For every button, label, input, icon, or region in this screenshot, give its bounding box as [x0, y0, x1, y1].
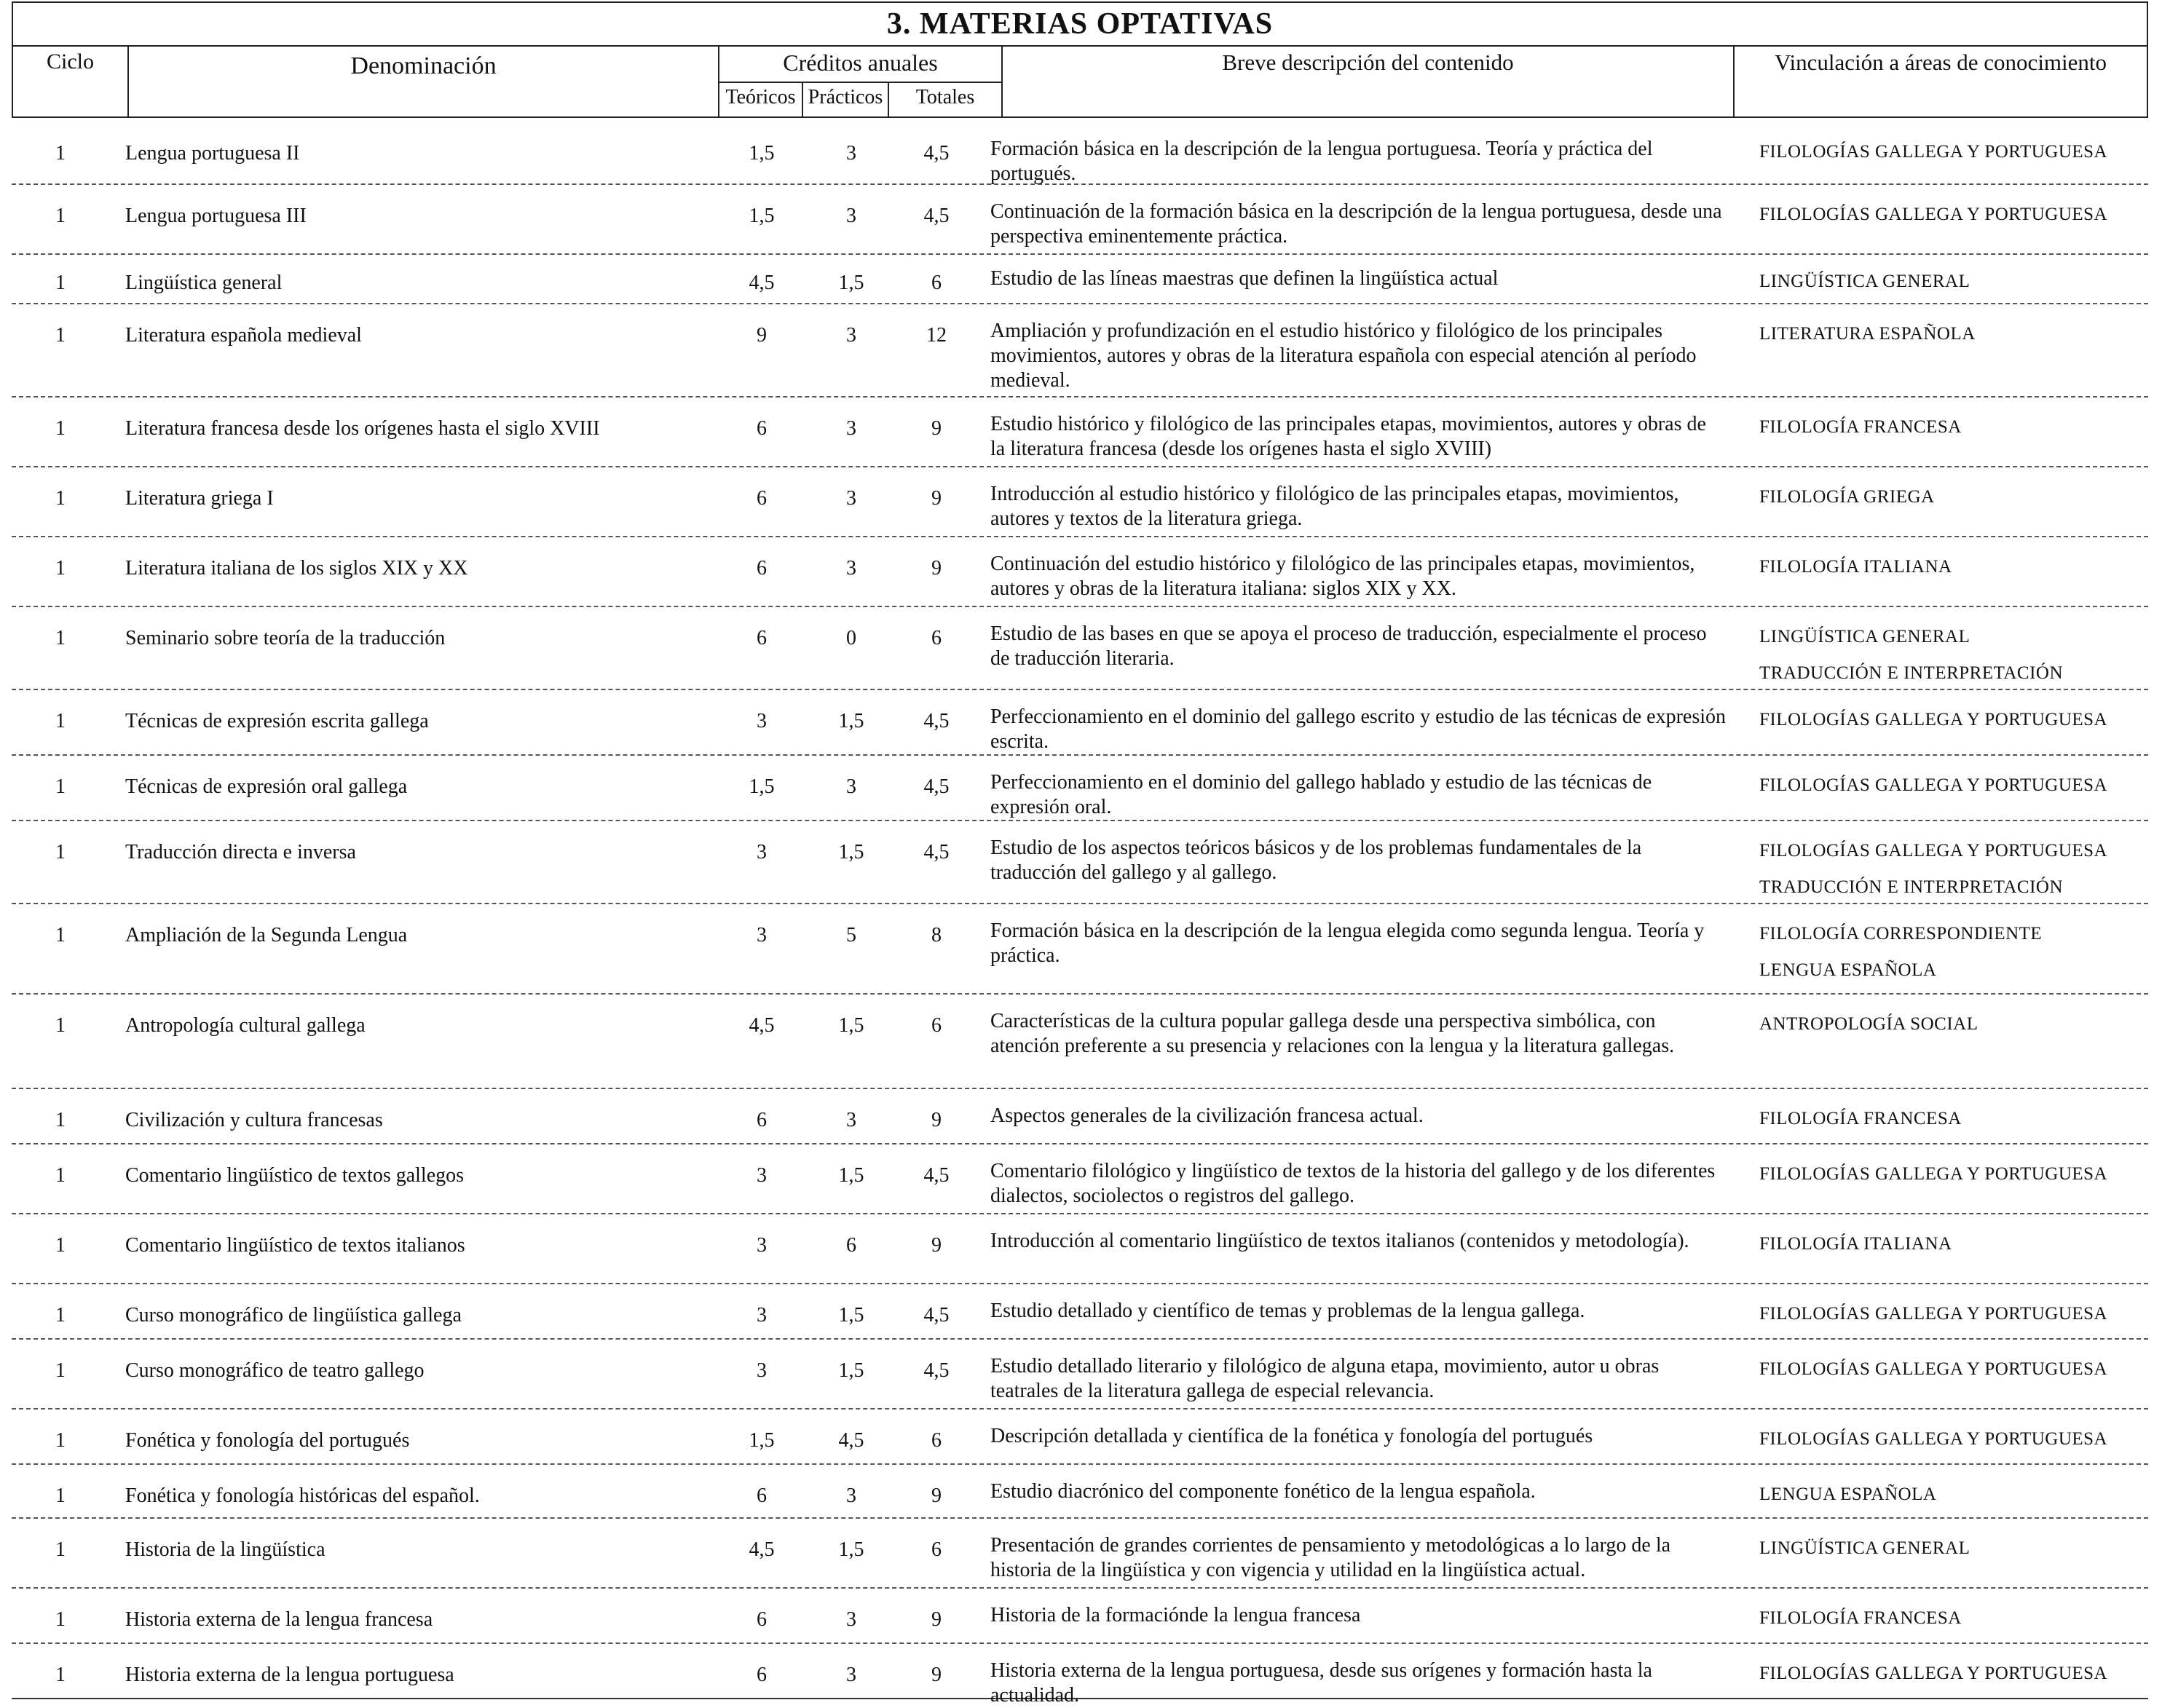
- cell-teoricos: 4,5: [749, 272, 775, 294]
- area-label: FILOLOGÍA FRANCESA: [1759, 417, 1962, 437]
- cell-denominacion: Antropología cultural gallega: [125, 1014, 366, 1037]
- table-row: [12, 255, 2148, 304]
- cell-ciclo: 1: [55, 1304, 66, 1327]
- area-label: LINGÜÍSTICA GENERAL: [1759, 627, 1970, 647]
- cell-practicos: 6: [846, 1234, 856, 1257]
- area-label: FILOLOGÍAS GALLEGA Y PORTUGUESA: [1759, 710, 2108, 730]
- cell-denominacion: Fonética y fonología del portugués: [125, 1429, 410, 1452]
- table-row: [12, 1284, 2148, 1340]
- cell-teoricos: 9: [757, 324, 767, 347]
- cell-vinculacion: [1759, 409, 2153, 446]
- area-label: FILOLOGÍAS GALLEGA Y PORTUGUESA: [1759, 205, 2108, 224]
- cell-vinculacion: [1759, 767, 2153, 804]
- cell-descripcion: Estudio histórico y filológico de las principales etapas, movimientos, autores y obras de la literatura francesa (desde los orígenes hasta el siglo XVIII): [990, 413, 1706, 460]
- cell-teoricos: 6: [757, 557, 767, 580]
- cell-denominacion: Literatura griega I: [125, 487, 274, 510]
- area-label: LENGUA ESPAÑOLA: [1759, 1484, 1937, 1504]
- cell-denominacion: Historia externa de la lengua portuguesa: [125, 1664, 454, 1686]
- cell-descripcion: Presentación de grandes corrientes de pensamiento y metodológicas a lo largo de la historia de la lingüística y con vigencia y utilidad en la lingüística actual.: [990, 1534, 1671, 1581]
- cell-teoricos: 3: [757, 924, 767, 946]
- page-title: 3. MATERIAS OPTATIVAS: [886, 7, 1274, 41]
- header-descripcion: [1003, 47, 1735, 116]
- cell-descripcion: Ampliación y profundización en el estudio histórico y filológico de los principales movimientos, autores y obras de la literatura española con especial atención al período medieval.: [990, 320, 1697, 392]
- header-totales: Totales: [915, 86, 975, 108]
- cell-teoricos: 1,5: [749, 1429, 775, 1452]
- cell-totales: 9: [931, 1608, 942, 1631]
- cell-teoricos: 3: [757, 841, 767, 863]
- cell-descripcion: Estudio de las bases en que se apoya el proceso de traducción, especialmente el proceso de traducción literaria.: [990, 622, 1707, 670]
- cell-vinculacion: [1759, 1226, 2153, 1262]
- cell-totales: 9: [931, 487, 942, 510]
- cell-ciclo: 1: [55, 142, 66, 165]
- table-row: [12, 1144, 2148, 1214]
- cell-teoricos: 6: [757, 627, 767, 649]
- header-teoricos: Teóricos: [719, 82, 803, 116]
- cell-denominacion: Ampliación de la Segunda Lengua: [125, 924, 408, 946]
- area-label: FILOLOGÍAS GALLEGA Y PORTUGUESA: [1759, 1664, 2108, 1683]
- cell-totales: 6: [931, 272, 942, 294]
- table-row: [12, 537, 2148, 607]
- cell-teoricos: 4,5: [749, 1014, 775, 1037]
- cell-practicos: 1,5: [838, 1164, 864, 1187]
- cell-totales: 4,5: [923, 205, 950, 227]
- cell-totales: 12: [926, 324, 947, 347]
- cell-vinculacion: [1759, 1600, 2153, 1637]
- cell-totales: 9: [931, 557, 942, 580]
- cell-vinculacion: [1759, 316, 2153, 352]
- cell-vinculacion: [1759, 1101, 2153, 1137]
- cell-descripcion: Estudio diacrónico del componente fonético de la lengua española.: [990, 1480, 1536, 1503]
- cell-vinculacion: [1759, 1476, 2153, 1513]
- cell-teoricos: 3: [757, 710, 767, 732]
- cell-totales: 4,5: [923, 142, 950, 165]
- table-row: [12, 995, 2148, 1089]
- cell-totales: 4,5: [923, 1359, 950, 1382]
- cell-vinculacion: [1759, 1156, 2153, 1193]
- cell-denominacion: Fonética y fonología históricas del español.: [125, 1484, 480, 1507]
- cell-ciclo: 1: [55, 1164, 66, 1187]
- cell-vinculacion: [1759, 702, 2153, 738]
- area-label: LENGUA ESPAÑOLA: [1759, 960, 1937, 980]
- cell-vinculacion: [1759, 916, 2153, 989]
- cell-vinculacion: [1759, 1351, 2153, 1388]
- cell-totales: 4,5: [923, 1164, 950, 1187]
- cell-ciclo: 1: [55, 557, 66, 580]
- cell-ciclo: 1: [55, 1538, 66, 1561]
- area-label: FILOLOGÍAS GALLEGA Y PORTUGUESA: [1759, 841, 2108, 861]
- cell-totales: 4,5: [923, 1304, 950, 1327]
- cell-denominacion: Historia externa de la lengua francesa: [125, 1608, 433, 1631]
- cell-teoricos: 1,5: [749, 775, 775, 798]
- cell-descripcion: Historia externa de la lengua portuguesa, desde sus orígenes y formación hasta la actualidad.: [990, 1659, 1652, 1707]
- cell-totales: 6: [931, 1429, 942, 1452]
- cell-teoricos: 1,5: [749, 205, 775, 227]
- cell-ciclo: 1: [55, 841, 66, 863]
- title-bar: [12, 1, 2148, 47]
- area-label: TRADUCCIÓN E INTERPRETACIÓN: [1759, 663, 2064, 683]
- cell-denominacion: Civilización y cultura francesas: [125, 1109, 383, 1131]
- table-row: [12, 690, 2148, 756]
- cell-teoricos: 6: [757, 1664, 767, 1686]
- cell-practicos: 1,5: [838, 1304, 864, 1327]
- cell-descripcion: Perfeccionamiento en el dominio del gallego hablado y estudio de las técnicas de expresión oral.: [990, 771, 1652, 818]
- cell-ciclo: 1: [55, 1608, 66, 1631]
- cell-practicos: 3: [846, 1109, 856, 1131]
- cell-ciclo: 1: [55, 205, 66, 227]
- cell-totales: 6: [931, 627, 942, 649]
- area-label: FILOLOGÍA ITALIANA: [1759, 1234, 1952, 1254]
- cell-totales: 6: [931, 1014, 942, 1037]
- cell-practicos: 1,5: [838, 841, 864, 863]
- cell-ciclo: 1: [55, 1109, 66, 1131]
- cell-totales: 9: [931, 417, 942, 440]
- table-row: [12, 821, 2148, 904]
- cell-totales: 4,5: [923, 710, 950, 732]
- table-row: [12, 1410, 2148, 1465]
- header-descripcion-label: Breve descripción del contenido: [1222, 50, 1514, 75]
- cell-denominacion: Lengua portuguesa III: [125, 205, 307, 227]
- area-label: FILOLOGÍA ITALIANA: [1759, 557, 1952, 577]
- header-practicos: Prácticos: [803, 82, 889, 116]
- cell-teoricos: 6: [757, 1484, 767, 1507]
- cell-practicos: 0: [846, 627, 856, 649]
- table-row: [12, 304, 2148, 398]
- cell-ciclo: 1: [55, 324, 66, 347]
- table-row: [12, 1465, 2148, 1519]
- cell-vinculacion: [1759, 1006, 2153, 1043]
- cell-denominacion: Curso monográfico de lingüística gallega: [125, 1304, 462, 1327]
- area-label: FILOLOGÍAS GALLEGA Y PORTUGUESA: [1759, 1304, 2108, 1324]
- cell-denominacion: Literatura española medieval: [125, 324, 362, 347]
- cell-denominacion: Técnicas de expresión escrita gallega: [125, 710, 429, 732]
- area-label: LITERATURA ESPAÑOLA: [1759, 324, 1976, 344]
- cell-practicos: 3: [846, 324, 856, 347]
- table-row: [12, 185, 2148, 255]
- cell-practicos: 4,5: [838, 1429, 864, 1452]
- cell-ciclo: 1: [55, 1484, 66, 1507]
- cell-denominacion: Lengua portuguesa II: [125, 142, 300, 165]
- cell-descripcion: Continuación del estudio histórico y filológico de las principales etapas, movimientos, autores y obras de la literatura italiana: siglos XIX y XX.: [990, 553, 1695, 600]
- cell-descripcion: Estudio de los aspectos teóricos básicos y de los problemas fundamentales de la traducción del gallego y al gallego.: [990, 837, 1642, 884]
- table-row: [12, 122, 2148, 185]
- cell-teoricos: 3: [757, 1304, 767, 1327]
- table-row: [12, 607, 2148, 690]
- table-row: [12, 756, 2148, 821]
- cell-denominacion: Seminario sobre teoría de la traducción: [125, 627, 446, 649]
- cell-descripcion: Estudio detallado literario y filológico de alguna etapa, movimiento, autor u obras teatrales de la literatura gallega de especial relevancia.: [990, 1355, 1660, 1402]
- cell-practicos: 3: [846, 775, 856, 798]
- cell-teoricos: 6: [757, 1109, 767, 1131]
- header-denominacion: [129, 47, 719, 116]
- header-denominacion-label: Denominación: [350, 52, 497, 79]
- area-label: FILOLOGÍA GRIEGA: [1759, 487, 1935, 507]
- cell-denominacion: Lingüística general: [125, 272, 283, 294]
- cell-ciclo: 1: [55, 1234, 66, 1257]
- cell-descripcion: Descripción detallada y científica de la fonética y fonología del portugués: [990, 1425, 1593, 1447]
- cell-ciclo: 1: [55, 1359, 66, 1382]
- cell-totales: 9: [931, 1234, 942, 1257]
- cell-descripcion: Continuación de la formación básica en la descripción de la lengua portuguesa, desde una perspectiva eminentemente práctica.: [990, 200, 1722, 248]
- header-ciclo-label: Ciclo: [47, 50, 94, 74]
- cell-ciclo: 1: [55, 487, 66, 510]
- table-row: [12, 398, 2148, 467]
- cell-ciclo: 1: [55, 272, 66, 294]
- cell-descripcion: Comentario filológico y lingüístico de textos de la historia del gallego y de los diferentes dialectos, sociolectos o registros del gallego.: [990, 1160, 1716, 1207]
- cell-teoricos: 6: [757, 417, 767, 440]
- cell-totales: 9: [931, 1664, 942, 1686]
- cell-descripcion: Historia de la formaciónde la lengua francesa: [990, 1604, 1361, 1626]
- cell-ciclo: 1: [55, 1429, 66, 1452]
- cell-vinculacion: [1759, 479, 2153, 515]
- cell-vinculacion: [1759, 1530, 2153, 1567]
- cell-ciclo: 1: [55, 710, 66, 732]
- cell-vinculacion: [1759, 1656, 2153, 1692]
- header-creditos-label: Créditos anuales: [719, 47, 1001, 83]
- cell-denominacion: Literatura italiana de los siglos XIX y XX: [125, 557, 468, 580]
- cell-vinculacion: [1759, 197, 2153, 233]
- area-label: TRADUCCIÓN E INTERPRETACIÓN: [1759, 877, 2064, 897]
- cell-vinculacion: [1759, 134, 2153, 170]
- cell-teoricos: 1,5: [749, 142, 775, 165]
- cell-practicos: 5: [846, 924, 856, 946]
- area-label: FILOLOGÍAS GALLEGA Y PORTUGUESA: [1759, 142, 2108, 162]
- cell-descripcion: Formación básica en la descripción de la lengua portuguesa. Teoría y práctica del portugués.: [990, 138, 1653, 185]
- area-label: FILOLOGÍAS GALLEGA Y PORTUGUESA: [1759, 775, 2108, 795]
- cell-ciclo: 1: [55, 775, 66, 798]
- cell-practicos: 1,5: [838, 1538, 864, 1561]
- cell-denominacion: Historia de la lingüística: [125, 1538, 326, 1561]
- cell-practicos: 3: [846, 487, 856, 510]
- cell-ciclo: 1: [55, 1014, 66, 1037]
- table-row: [12, 1089, 2148, 1144]
- cell-teoricos: 6: [757, 1608, 767, 1631]
- cell-teoricos: 3: [757, 1234, 767, 1257]
- header-ciclo: [13, 47, 129, 116]
- table-header: [12, 47, 2148, 118]
- cell-descripcion: Estudio de las líneas maestras que definen la lingüística actual: [990, 267, 1499, 290]
- cell-practicos: 1,5: [838, 710, 864, 732]
- cell-descripcion: Características de la cultura popular gallega desde una perspectiva simbólica, con atención preferente a su presencia y relaciones con la lengua y la literatura gallegas.: [990, 1010, 1675, 1057]
- cell-descripcion: Formación básica en la descripción de la lengua elegida como segunda lengua. Teoría y práctica.: [990, 920, 1705, 967]
- table-row: [12, 1214, 2148, 1284]
- table-row: [12, 467, 2148, 537]
- cell-ciclo: 1: [55, 417, 66, 440]
- table-row: [12, 1589, 2148, 1644]
- table-row: [12, 1519, 2148, 1589]
- cell-totales: 4,5: [923, 775, 950, 798]
- cell-teoricos: 3: [757, 1359, 767, 1382]
- area-label: ANTROPOLOGÍA SOCIAL: [1759, 1014, 1978, 1034]
- cell-teoricos: 6: [757, 487, 767, 510]
- cell-vinculacion: [1759, 619, 2153, 692]
- cell-descripcion: Perfeccionamiento en el dominio del gallego escrito y estudio de las técnicas de expresión escrita.: [990, 705, 1726, 753]
- cell-totales: 9: [931, 1109, 942, 1131]
- header-vinculacion-label: Vinculación a áreas de conocimiento: [1774, 50, 2107, 75]
- cell-vinculacion: [1759, 833, 2153, 906]
- cell-practicos: 3: [846, 205, 856, 227]
- cell-teoricos: 3: [757, 1164, 767, 1187]
- area-label: FILOLOGÍA CORRESPONDIENTE: [1759, 924, 2043, 944]
- cell-ciclo: 1: [55, 627, 66, 649]
- cell-practicos: 1,5: [838, 272, 864, 294]
- cell-vinculacion: [1759, 1421, 2153, 1458]
- cell-totales: 4,5: [923, 841, 950, 863]
- cell-totales: 9: [931, 1484, 942, 1507]
- cell-totales: 8: [931, 924, 942, 946]
- header-vinculacion: [1735, 47, 2147, 116]
- cell-practicos: 3: [846, 1484, 856, 1507]
- area-label: FILOLOGÍAS GALLEGA Y PORTUGUESA: [1759, 1429, 2108, 1449]
- area-label: FILOLOGÍAS GALLEGA Y PORTUGUESA: [1759, 1164, 2108, 1184]
- cell-vinculacion: [1759, 549, 2153, 585]
- area-label: FILOLOGÍA FRANCESA: [1759, 1109, 1962, 1128]
- cell-practicos: 3: [846, 417, 856, 440]
- header-creditos: [719, 47, 1003, 116]
- cell-teoricos: 4,5: [749, 1538, 775, 1561]
- cell-vinculacion: [1759, 1296, 2153, 1332]
- cell-denominacion: Técnicas de expresión oral gallega: [125, 775, 408, 798]
- cell-totales: 6: [931, 1538, 942, 1561]
- table-row: [12, 1644, 2148, 1707]
- cell-practicos: 1,5: [838, 1359, 864, 1382]
- area-label: FILOLOGÍA FRANCESA: [1759, 1608, 1962, 1628]
- area-label: FILOLOGÍAS GALLEGA Y PORTUGUESA: [1759, 1359, 2108, 1379]
- cell-practicos: 3: [846, 557, 856, 580]
- area-label: LINGÜÍSTICA GENERAL: [1759, 272, 1970, 291]
- cell-vinculacion: [1759, 264, 2153, 300]
- table-row: [12, 904, 2148, 995]
- cell-descripcion: Introducción al comentario lingüístico de textos italianos (contenidos y metodología).: [990, 1230, 1689, 1252]
- cell-denominacion: Comentario lingüístico de textos gallegos: [125, 1164, 465, 1187]
- cell-practicos: 1,5: [838, 1014, 864, 1037]
- cell-practicos: 3: [846, 1664, 856, 1686]
- cell-practicos: 3: [846, 1608, 856, 1631]
- cell-denominacion: Literatura francesa desde los orígenes hasta el siglo XVIII: [125, 417, 600, 440]
- cell-descripcion: Estudio detallado y científico de temas y problemas de la lengua gallega.: [990, 1300, 1585, 1322]
- cell-descripcion: Introducción al estudio histórico y filológico de las principales etapas, movimientos, autores y textos de la literatura griega.: [990, 483, 1679, 530]
- cell-descripcion: Aspectos generales de la civilización francesa actual.: [990, 1104, 1424, 1127]
- table-row: [12, 1340, 2148, 1410]
- cell-practicos: 3: [846, 142, 856, 165]
- cell-ciclo: 1: [55, 1664, 66, 1686]
- cell-ciclo: 1: [55, 924, 66, 946]
- cell-denominacion: Comentario lingüístico de textos italianos: [125, 1234, 465, 1257]
- area-label: LINGÜÍSTICA GENERAL: [1759, 1538, 1970, 1558]
- cell-denominacion: Traducción directa e inversa: [125, 841, 356, 863]
- cell-denominacion: Curso monográfico de teatro gallego: [125, 1359, 425, 1382]
